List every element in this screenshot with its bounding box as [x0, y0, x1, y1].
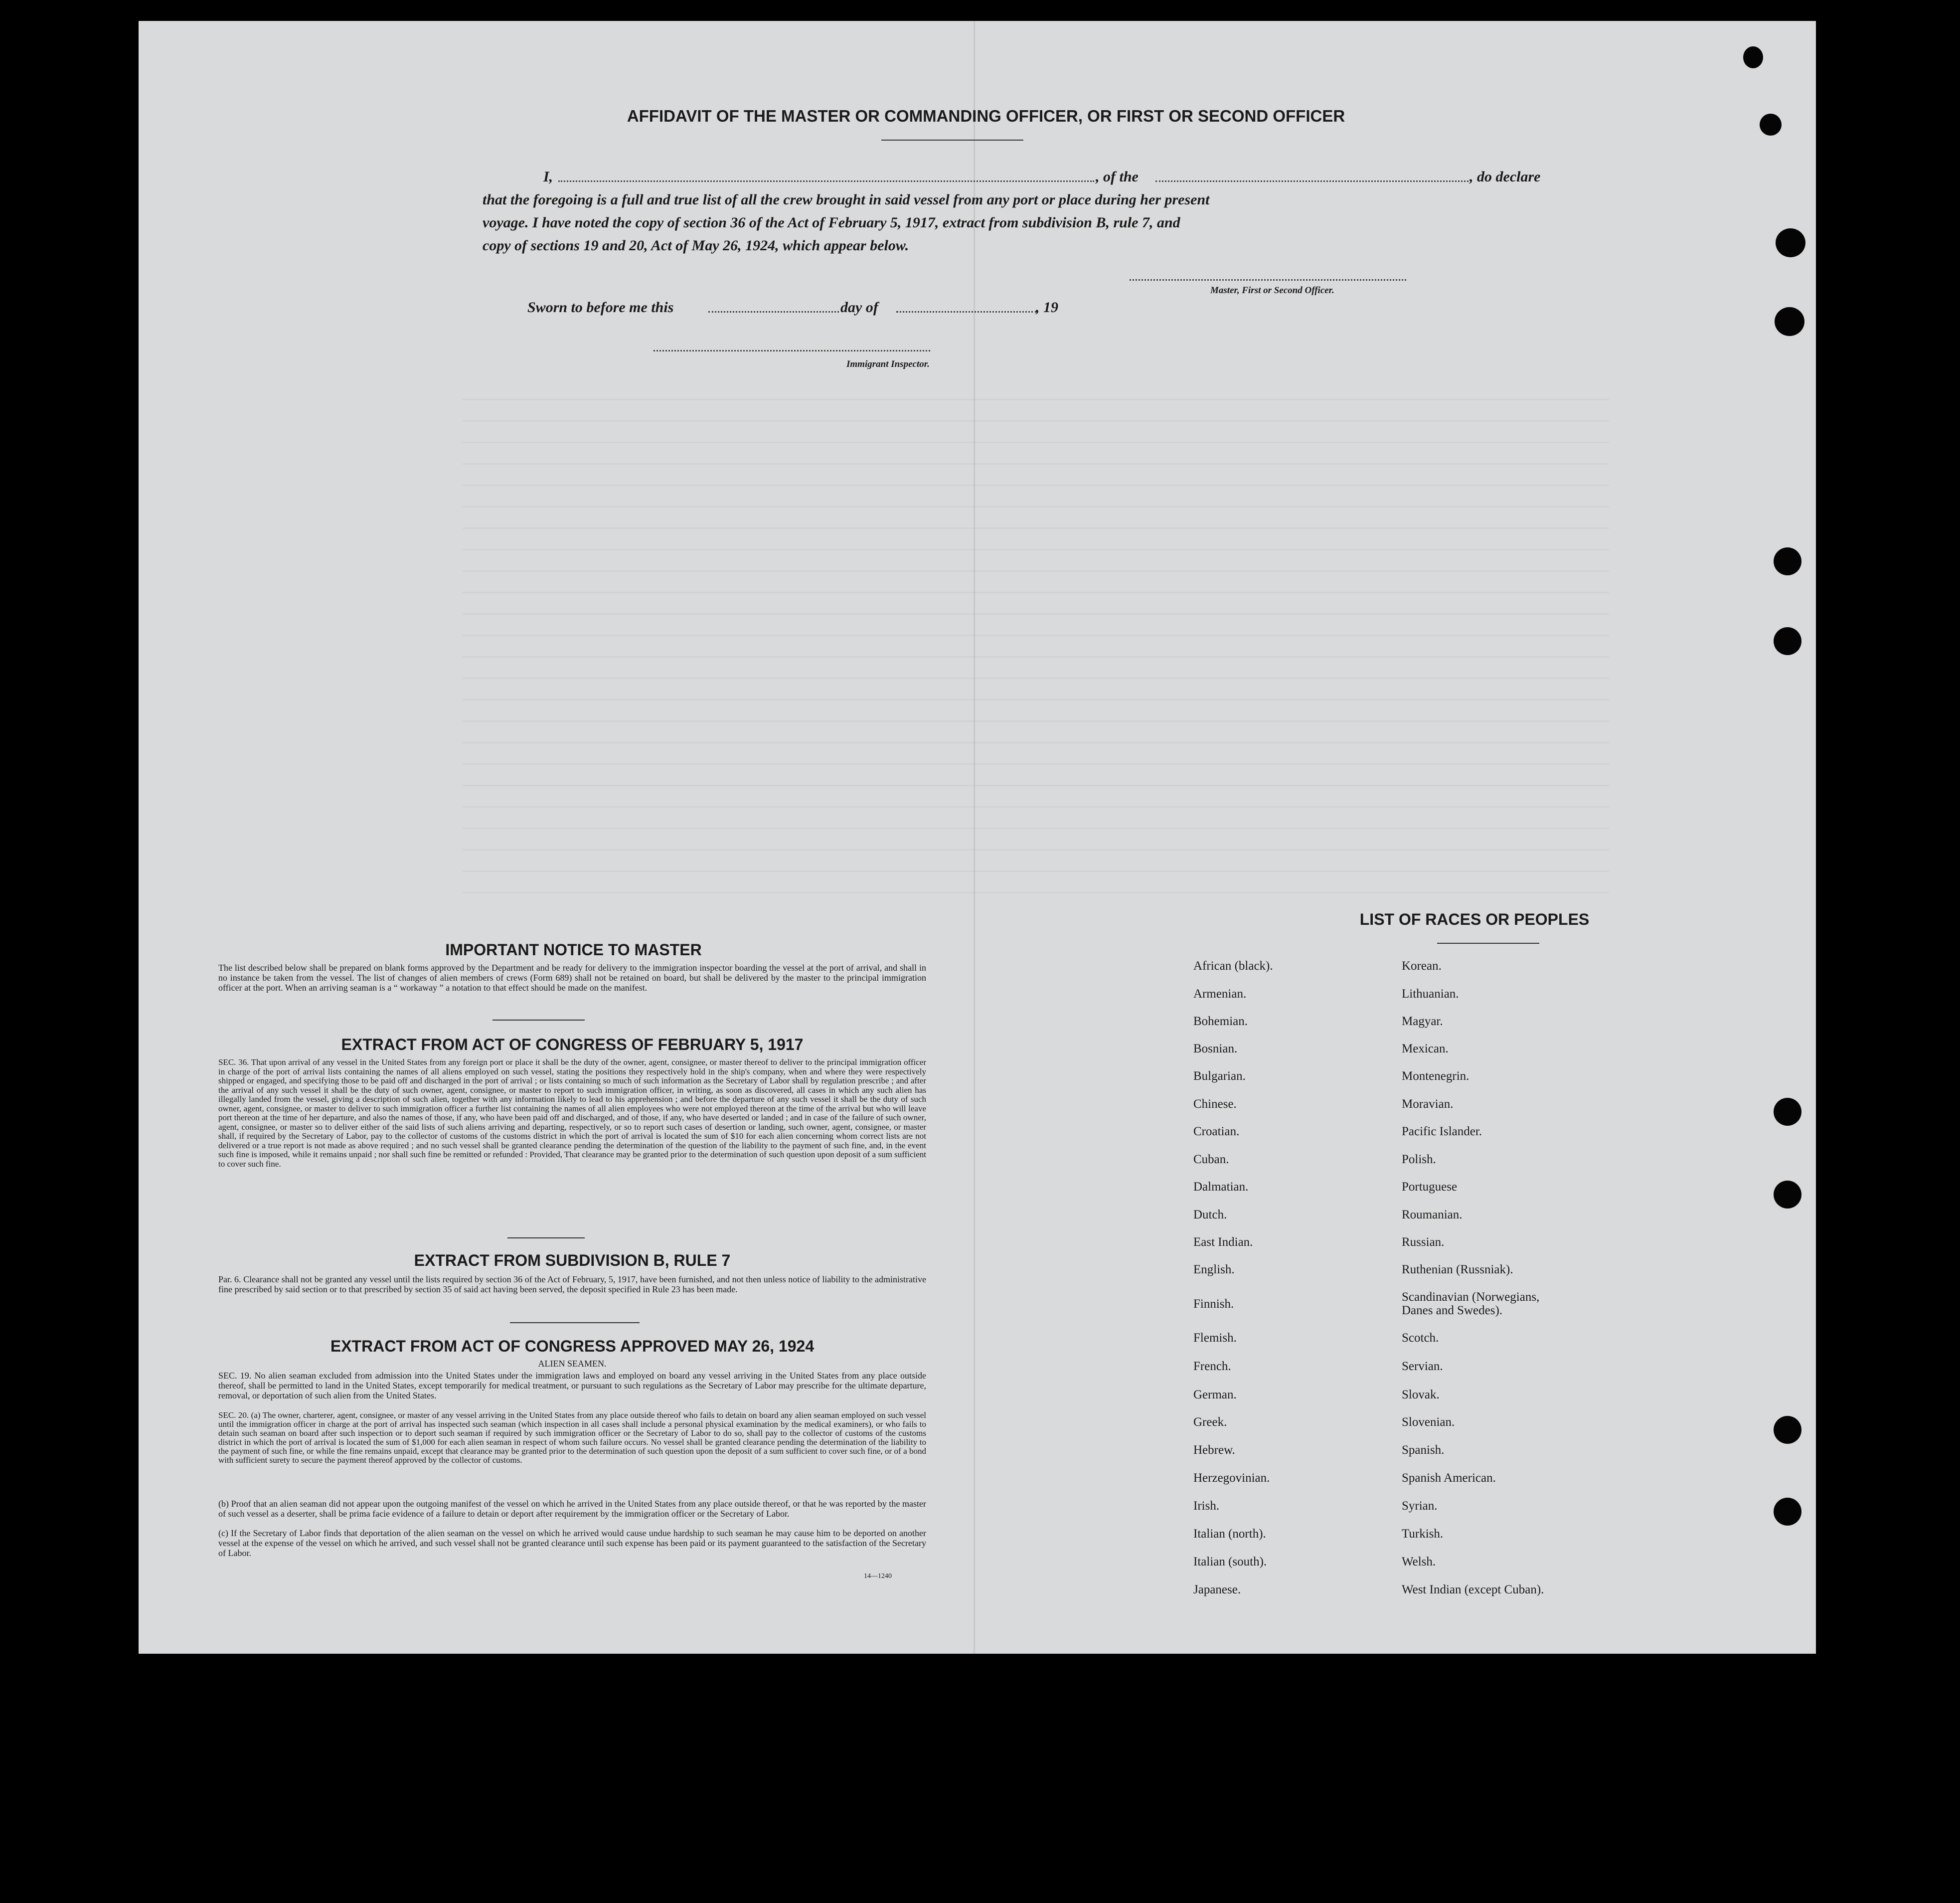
- race-item: German.: [1193, 1388, 1237, 1401]
- punch-hole: [1775, 307, 1804, 336]
- extract-1924-sec19: SEC. 19. No alien seaman excluded from admission into the United States under the immigration laws and employed on board any vessel arriving in the United States from any place outside thereof, shall be permitted to land in the United States, except temporarily for medical treatment, or pursuant to such regulations as the Secretary of Labor may prescribe for the ultimate departure, removal, or deportation of such alien from the United States.: [218, 1371, 926, 1400]
- extract-1924-title: EXTRACT FROM ACT OF CONGRESS APPROVED MAY 26, 1924: [330, 1337, 815, 1355]
- sworn-text: Sworn to before me this: [527, 299, 674, 316]
- race-item: Ruthenian (Russniak).: [1402, 1263, 1513, 1276]
- race-item: East Indian.: [1193, 1235, 1253, 1249]
- race-item: Chinese.: [1193, 1097, 1237, 1111]
- race-item: Welsh.: [1402, 1555, 1436, 1568]
- rule7-text: Par. 6. Clearance shall not be granted any vessel until the lists required by section 36 of the Act of February, 5, 1917, have been furnished, and not then unless notice of liability to the administrative fine prescribed by said section or to that prescribed by section 35 of said act having been served, the deposit specified in Rule 23 has been made.: [218, 1274, 926, 1294]
- race-item: Mexican.: [1402, 1042, 1449, 1055]
- year-text: , 19: [1036, 299, 1058, 316]
- notice-divider: [492, 1020, 585, 1021]
- extract-1924-sec20a: SEC. 20. (a) The owner, charterer, agent, consignee, or master of any vessel arriving in the United States from any place outside thereof who fails to detain on board any alien seaman employed on such vessel until the immigration officer in charge at the port of arrival has inspected such seaman (which inspection in all cases shall include a personal physical examination by the medical examiners), or who fails to detain such seaman on board after such inspection or to deport such seaman if required by such immigration officer or the Secretary of Labor to do so, shall pay to the collector of customs of the customs district in which the port of arrival is located the sum of $1,000 for each alien seaman in respect of whom such failure occurs. No vessel shall be granted clearance pending the determination of the liability to the payment of such fine, or while the fine remains unpaid, except that clearance may be granted prior to the determination of such question upon the deposit of a sum sufficient to cover such fine, or of a bond with sufficient surety to secure the payment thereof approved by the collector of customs.: [218, 1410, 926, 1465]
- punch-hole: [1774, 1098, 1801, 1126]
- rule7-title: EXTRACT FROM SUBDIVISION B, RULE 7: [414, 1251, 731, 1269]
- punch-hole: [1774, 1416, 1801, 1444]
- race-item: Italian (south).: [1193, 1555, 1267, 1568]
- affidavit-declare: , do declare: [1470, 169, 1541, 185]
- vessel-blank: [1155, 180, 1469, 182]
- race-item: Servian.: [1402, 1360, 1443, 1373]
- extract-1924-subtitle: ALIEN SEAMEN.: [538, 1359, 607, 1369]
- race-item: Armenian.: [1193, 987, 1247, 1001]
- punch-hole: [1774, 547, 1801, 575]
- race-item: West Indian (except Cuban).: [1402, 1583, 1544, 1596]
- affidavit-line-2: that the foregoing is a full and true list of all the crew brought in said vessel from any port or place during her present: [483, 191, 1210, 208]
- race-item: Lithuanian.: [1402, 987, 1459, 1001]
- race-item: Bohemian.: [1193, 1015, 1248, 1028]
- race-item: Bulgarian.: [1193, 1069, 1246, 1083]
- punch-hole: [1760, 114, 1782, 136]
- race-item: Polish.: [1402, 1153, 1436, 1166]
- race-item: Turkish.: [1402, 1527, 1444, 1541]
- race-item: Cuban.: [1193, 1153, 1229, 1166]
- race-item: Scandinavian (Norwegians, Danes and Swedes).: [1402, 1290, 1540, 1317]
- race-item: Slovak.: [1402, 1388, 1440, 1401]
- notice-text: The list described below shall be prepared on blank forms approved by the Department and be ready for delivery to the immigration inspector boarding the vessel at the port of arrival, and shall in no instance be taken from the vessel. The list of changes of alien members of crews (Form 689) shall not be retained on board, but shall be delivered by the master to the principal immigration officer at the port. When an arriving seaman is a “ workaway ” a notation to that effect should be made on the manifest.: [218, 963, 926, 993]
- document-sheet: [139, 21, 1816, 1654]
- race-item: Russian.: [1402, 1235, 1445, 1249]
- punch-hole: [1774, 1181, 1801, 1209]
- affidavit-title: AFFIDAVIT OF THE MASTER OR COMMANDING OFFICER, OR FIRST OR SECOND OFFICER: [627, 107, 1345, 125]
- race-item: Magyar.: [1402, 1015, 1443, 1028]
- extract-1924-sec20c: (c) If the Secretary of Labor finds that deportation of the alien seaman on the vessel on which he arrived would cause undue hardship to such seaman he may cause him to be deported on another vessel at the expense of the vessel on which he arrived, and such vessel shall not be granted clearance until such expense has been paid or its payment guaranteed to the satisfaction of the Secretary of Labor.: [218, 1528, 926, 1558]
- inspector-label: Immigrant Inspector.: [846, 359, 930, 369]
- race-item: Korean.: [1402, 959, 1442, 973]
- form-number: 14—1240: [864, 1572, 892, 1580]
- race-item: Montenegrin.: [1402, 1069, 1470, 1083]
- punch-hole: [1774, 627, 1801, 655]
- punch-hole: [1743, 46, 1763, 68]
- master-label: Master, First or Second Officer.: [1210, 285, 1334, 296]
- races-divider: [1437, 943, 1539, 944]
- sworn-day-blank: [708, 311, 839, 313]
- race-item: Dutch.: [1193, 1208, 1227, 1221]
- affidavit-of-the: , of the: [1096, 169, 1139, 185]
- race-item: Flemish.: [1193, 1331, 1237, 1345]
- bleed-through-texture: [463, 390, 1609, 913]
- race-item: Hebrew.: [1193, 1443, 1235, 1457]
- race-item: Spanish American.: [1402, 1471, 1496, 1485]
- race-item: Finnish.: [1193, 1297, 1234, 1311]
- race-item: Scotch.: [1402, 1331, 1439, 1345]
- race-item: Slovenian.: [1402, 1415, 1455, 1429]
- races-title: LIST OF RACES OR PEOPLES: [1359, 910, 1590, 928]
- race-item: African (black).: [1193, 959, 1273, 973]
- race-item: Dalmatian.: [1193, 1180, 1249, 1194]
- race-item: Bosnian.: [1193, 1042, 1238, 1055]
- extract-1917-title: EXTRACT FROM ACT OF CONGRESS OF FEBRUARY 5, 1917: [341, 1036, 804, 1053]
- affidavit-line-3: voyage. I have noted the copy of section 36 of the Act of February 5, 1917, extract from subdivision B, rule 7, and: [483, 214, 1180, 231]
- rule7-divider: [510, 1322, 640, 1323]
- title-divider: [881, 140, 1023, 141]
- race-item: French.: [1193, 1360, 1231, 1373]
- race-item: Pacific Islander.: [1402, 1125, 1482, 1138]
- race-item: Portuguese: [1402, 1180, 1458, 1194]
- race-item: Moravian.: [1402, 1097, 1454, 1111]
- master-signature-line: [1130, 279, 1406, 281]
- race-item: Spanish.: [1402, 1443, 1445, 1457]
- extract-1917-divider: [507, 1237, 585, 1238]
- race-item: Italian (north).: [1193, 1527, 1266, 1541]
- day-of-text: day of: [840, 299, 878, 316]
- race-item: Roumanian.: [1402, 1208, 1463, 1221]
- inspector-signature-line: [653, 350, 930, 351]
- race-item: English.: [1193, 1263, 1235, 1276]
- name-blank: [558, 180, 1094, 182]
- race-item: Croatian.: [1193, 1125, 1240, 1138]
- race-item: Syrian.: [1402, 1499, 1438, 1513]
- punch-hole: [1776, 228, 1805, 257]
- race-item: Irish.: [1193, 1499, 1220, 1513]
- extract-1917-text: SEC. 36. That upon arrival of any vessel in the United States from any foreign port or place it shall be the duty of the owner, agent, consignee, or master thereof to deliver to the principal immigration officer in charge of the port of arrival lists containing the names of all aliens employed on such vessel, stating the positions they respectively hold in the ship's company, when and where they were respectively shipped or engaged, and specifying those to be paid off and discharged in the port of arrival ; or lists containing so much of such information as the Secretary of Labor shall by regulation prescribe ; and after the arrival of any such vessel it shall be the duty of such owner, agent, consignee, or master to report to such immigration officer, in writing, as soon as discovered, all cases in which any such alien has illegally landed from the vessel, giving a description of such alien, together with any information likely to lead to his apprehension ; and before the departure of any such vessel it shall be the duty of such owner, agent, consignee, or master to deliver to such immigration officer a further list containing the names of all alien employees who were not employed thereon at the time of the arrival but who will leave port thereon at the time of her departure, and also the names of those, if any, who have been paid off and discharged, and of those, if any, who have deserted or landed ; and in case of the failure of such owner, agent, consignee, or master so to deliver either of the said lists of such aliens arriving and departing, respectively, or so to report such cases of desertion or landing, such owner, agent, consignee, or master shall, if required by the Secretary of Labor, pay to the collector of customs of the customs district in which the port of arrival is located the sum of $10 for each alien concerning whom correct lists are not delivered or a true report is not made as above required ; and no such vessel shall be granted clearance pending the determination of the question of the liability to the payment of such fine, and, in the event such fine is imposed, while it remains unpaid ; nor shall such fine be remitted or refunded : Provided, That clearance may be granted prior to the determination of such question upon deposit of a sum sufficient to cover such fine.: [218, 1057, 926, 1169]
- affidavit-line-4: copy of sections 19 and 20, Act of May 26, 1924, which appear below.: [483, 237, 909, 254]
- punch-hole: [1774, 1498, 1801, 1526]
- notice-title: IMPORTANT NOTICE TO MASTER: [445, 941, 702, 959]
- race-item: Greek.: [1193, 1415, 1227, 1429]
- extract-1924-sec20b: (b) Proof that an alien seaman did not appear upon the outgoing manifest of the vessel on which he arrived in the United States from any place outside thereof, or that he was reported by the master of such vessel as a deserter, shall be prima facie evidence of a failure to detain or deport after requirement by the immigration officer or the Secretary of Labor.: [218, 1499, 926, 1519]
- sworn-month-blank: [896, 311, 1037, 313]
- race-item: Herzegovinian.: [1193, 1471, 1270, 1485]
- affidavit-i: I,: [543, 169, 553, 185]
- race-item: Japanese.: [1193, 1583, 1241, 1596]
